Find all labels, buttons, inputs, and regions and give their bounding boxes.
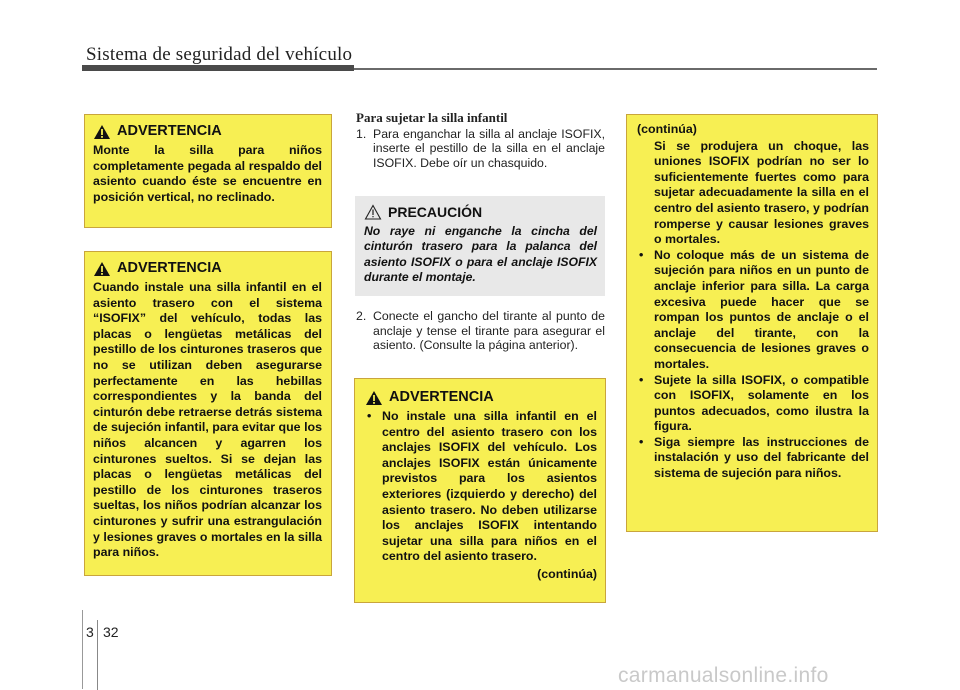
step-text: Conecte el gancho del tirante al punto de anclaje y tense el tirante para asegurar el asiento. (Consulte la página anterior).: [373, 309, 605, 353]
step-1: [356, 127, 605, 171]
section-heading: Para sujetar la silla infantil: [356, 110, 508, 125]
warning-text: Cuando instale una silla infantil en el asiento trasero con el sistema “ISOFIX” del vehículo, todas las placas o lengüetas metálicas del pestillo de los cinturones traseros que no se utilizan deben asegurarse perfectamente en las hebillas correspondientes y la banda del cinturón debe retraerse detrás sistema de sujeción infantil, para evitar que los niños alcancen y agarren los cinturones sueltos. Si se dejan las placas o lengüetas metálicas del pestillo de los cinturones traseros sueltas, los niños podrían alcanzar los cinturones y sufrir una estrangulación y lesiones graves o mortales en la silla para niños.: [93, 280, 322, 560]
warning-title: [365, 390, 597, 406]
step-text: Para enganchar la silla al anclaje ISOFIX, inserte el pestillo de la silla en el anclaje ISOFIX. Debe oír un chasquido.: [373, 126, 605, 170]
page-title: Sistema de seguridad del vehículo: [86, 44, 353, 65]
continued-intro: Si se produjera un choque, las uniones ISOFIX podrían no ser lo suficientemente fuertes como para sujetar adecuadamente la silla en el centro del asiento trasero, y podrían romperse y causar lesiones graves o mortales.: [654, 138, 869, 247]
warning-box-continued: [626, 114, 878, 532]
footer-rule-left: [82, 610, 83, 689]
warning-box-1: [84, 114, 332, 228]
warning-triangle-icon: [93, 124, 111, 140]
footer-divider: [97, 620, 98, 690]
bullet-text: Siga siempre las instrucciones de instalación y uso del fabricante del sistema de sujeción para niños.: [654, 434, 869, 481]
procedure-block-2: [356, 309, 605, 353]
list-item: • No instale una silla infantil en el centro del asiento trasero con los anclajes ISOFIX del vehículo. Los anclajes ISOFIX están únicamente previstos para los asientos exteriores (izquierdo y derecho) del asiento trasero. No deben utilizarse los anclajes ISOFIX intentando sujetar una silla para niños en el centro del asiento trasero.: [367, 409, 597, 564]
bullet-text: No instale una silla infantil en el centro del asiento trasero con los anclajes ISOFIX del vehículo. Los anclajes ISOFIX están únicamente previstos para los asientos exteriores (izquierdo y derecho) del asiento trasero. No deben utilizarse los anclajes ISOFIX intentando sujetar una silla para niños en el centro del asiento trasero.: [382, 409, 597, 564]
page-number: 32: [103, 624, 119, 640]
watermark: carmanualsonline.info: [618, 664, 829, 687]
continued-label: (continúa): [637, 122, 697, 136]
caution-text: No raye ni enganche la cincha del cinturón trasero para la palanca del asiento ISOFIX o para el anclaje ISOFIX durante el montaje.: [364, 224, 597, 285]
step-number: 1.: [356, 126, 367, 141]
list-item: • No coloque más de un sistema de sujeción para niños en un punto de anclaje inferior para silla. La carga excesiva puede hacer que se rompan los puntos de anclaje o el anclaje del tirante, con la consecuencia de lesiones graves o mortales.: [639, 247, 869, 371]
warning-box-2: [84, 251, 332, 576]
caution-title: [364, 204, 597, 220]
caution-triangle-icon: [364, 204, 382, 220]
warning-title: [93, 124, 322, 140]
bullet-text: No coloque más de un sistema de sujeción para niños en un punto de anclaje inferior para silla. La carga excesiva puede hacer que se rompan los puntos de anclaje o el anclaje del tirante, con la consecuencia de lesiones graves o mortales.: [654, 247, 869, 371]
caution-box: [355, 196, 605, 296]
warning-title-text: ADVERTENCIA: [117, 260, 222, 277]
header-rule-thin: [354, 68, 877, 70]
continues-label: (continúa): [537, 566, 597, 581]
bullet-text: Sujete la silla ISOFIX, o compatible con ISOFIX, solamente en los puntos adecuados, como ilustra la figura.: [654, 372, 869, 434]
warning-title: [93, 261, 322, 277]
warning-triangle-icon: [365, 390, 383, 406]
step-number: 2.: [356, 309, 367, 323]
section-number: 3: [86, 624, 94, 640]
procedure-block-1: [356, 111, 605, 170]
caution-title-text: PRECAUCIÓN: [388, 204, 483, 220]
header-rule-thick: [82, 65, 354, 71]
step-2: [356, 309, 605, 353]
list-item: • Siga siempre las instrucciones de instalación y uso del fabricante del sistema de sujeción para niños.: [639, 434, 869, 481]
warning-title-text: ADVERTENCIA: [389, 389, 494, 406]
warning-triangle-icon: [93, 261, 111, 277]
warning-bullet-list: [365, 409, 597, 565]
warning-title-text: ADVERTENCIA: [117, 123, 222, 140]
warning-text: Monte la silla para niños completamente pegada al respaldo del asiento cuando éste se encuentre en posición vertical, no reclinado.: [93, 143, 322, 204]
warning-box-3: [354, 378, 606, 603]
list-item: • Sujete la silla ISOFIX, o compatible con ISOFIX, solamente en los puntos adecuados, como ilustra la figura.: [639, 372, 869, 434]
warning-bullet-list: [637, 248, 869, 482]
